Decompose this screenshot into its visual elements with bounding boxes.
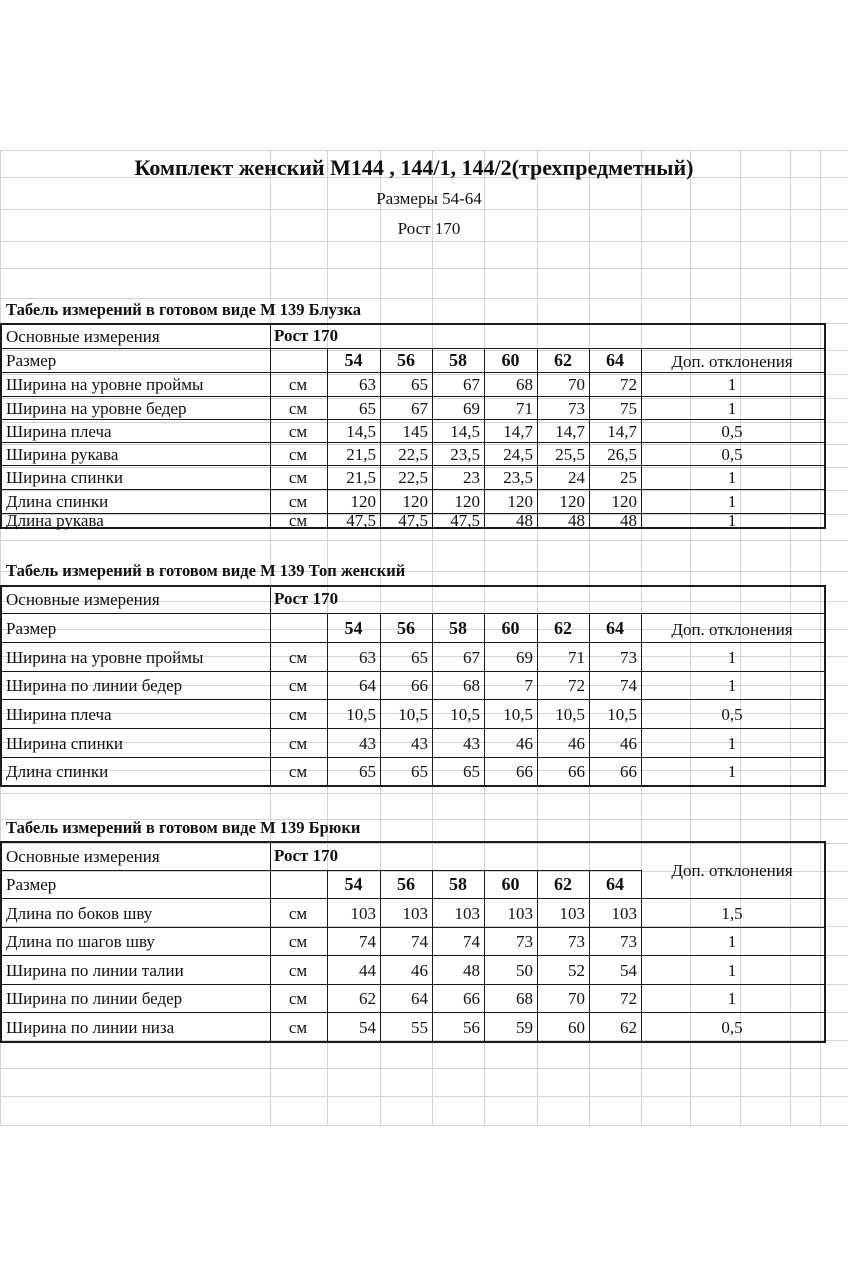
- table-col-line: [270, 841, 271, 1041]
- table-row-line: [0, 642, 824, 643]
- row-value: 24,5: [503, 444, 533, 464]
- row-label: Ширина по линии низа: [6, 1017, 175, 1037]
- row-deviation: 1: [727, 733, 737, 753]
- row-value: 60: [568, 1017, 585, 1037]
- table-col-line: [380, 348, 381, 527]
- row-value: 62: [359, 989, 376, 1008]
- table-col-line: [641, 348, 642, 527]
- table-col-line: [484, 348, 485, 527]
- row-value: 68: [516, 989, 533, 1008]
- row-value: 23,5: [450, 444, 480, 464]
- table-row-line: [0, 1012, 824, 1013]
- row-value: 68: [516, 375, 533, 394]
- row-value: 120: [559, 492, 585, 511]
- table-row-line: [270, 348, 824, 349]
- grid-line-v: [820, 150, 821, 1125]
- row-value: 43: [463, 733, 480, 753]
- row-value: 103: [559, 903, 585, 923]
- size-58: 58: [449, 874, 467, 894]
- row-deviation: 1: [727, 989, 737, 1008]
- table-border-left: [0, 323, 2, 529]
- row-label: Ширина плеча: [6, 704, 112, 724]
- row-value: 66: [463, 989, 480, 1008]
- row-value: 64: [411, 989, 428, 1008]
- row-value: 70: [568, 989, 585, 1008]
- row-value: 64: [359, 676, 376, 695]
- table-border-top: [0, 585, 824, 587]
- table-row-line: [0, 728, 824, 729]
- row-value: 25,5: [555, 444, 585, 464]
- size-64: 64: [606, 617, 624, 638]
- row-label: Ширина спинки: [6, 733, 123, 753]
- row-value: 120: [402, 492, 428, 511]
- row-value: 73: [568, 932, 585, 951]
- row-value: 103: [402, 903, 428, 923]
- row-value: 103: [507, 903, 533, 923]
- row-value: 65: [411, 762, 428, 781]
- row-unit: см: [288, 762, 308, 781]
- row-value: 69: [516, 647, 533, 667]
- row-label: Ширина спинки: [6, 468, 123, 487]
- header-height: Рост 170: [274, 845, 339, 865]
- table-row-line: [0, 465, 824, 466]
- row-value: 47,5: [346, 511, 376, 530]
- row-value: 24: [568, 468, 585, 487]
- header-main-measurements: Основные измерения: [6, 846, 160, 866]
- row-label: Ширина по линии бедер: [6, 676, 183, 695]
- size-60: 60: [501, 350, 520, 370]
- row-value: 120: [350, 492, 376, 511]
- row-value: 21,5: [346, 468, 376, 487]
- table-border-top: [0, 323, 824, 325]
- document-title: Комплект женский М144 , 144/1, 144/2(трехпредметный): [134, 155, 694, 180]
- row-unit: см: [288, 468, 308, 487]
- row-value: 54: [359, 1017, 376, 1037]
- row-deviation: 1: [727, 492, 737, 511]
- grid-line-h: [0, 150, 848, 151]
- row-value: 63: [359, 647, 376, 667]
- row-value: 62: [620, 1017, 637, 1037]
- table-row-line: [0, 927, 824, 928]
- row-value: 14,5: [450, 421, 480, 441]
- row-value: 74: [359, 932, 376, 951]
- table-row-line: [270, 870, 641, 871]
- grid-line-h: [0, 209, 848, 210]
- header-size: Размер: [6, 351, 57, 370]
- row-value: 10,5: [555, 704, 585, 724]
- row-value: 66: [411, 676, 428, 695]
- row-unit: см: [288, 932, 308, 951]
- sizes-range: Размеры 54-64: [376, 189, 482, 208]
- row-deviation: 0,5: [721, 421, 743, 441]
- row-label: Ширина по линии бедер: [6, 989, 183, 1008]
- grid-line-h: [0, 1096, 848, 1097]
- row-value: 67: [411, 398, 428, 418]
- row-value: 7: [524, 676, 533, 695]
- row-value: 46: [516, 733, 533, 753]
- row-value: 120: [611, 492, 637, 511]
- row-unit: см: [288, 960, 308, 980]
- row-value: 75: [620, 398, 637, 418]
- row-value: 23: [463, 468, 480, 487]
- table-row-line: [0, 984, 824, 985]
- row-value: 71: [516, 398, 533, 418]
- row-value: 120: [454, 492, 480, 511]
- row-value: 25: [620, 468, 637, 487]
- header-size: Размер: [6, 618, 57, 638]
- row-unit: см: [288, 647, 308, 667]
- row-value: 65: [411, 375, 428, 394]
- header-deviation: Доп. отклонения: [671, 860, 793, 880]
- table-title: Табель измерений в готовом виде М 139 Брюки: [6, 818, 361, 837]
- row-label: Длина спинки: [6, 762, 109, 781]
- table-row-line: [0, 671, 824, 672]
- row-value: 73: [620, 647, 637, 667]
- row-label: Длина рукава: [6, 511, 104, 530]
- row-value: 48: [568, 511, 585, 530]
- table-border-right: [824, 585, 826, 787]
- row-value: 56: [463, 1017, 480, 1037]
- row-value: 46: [620, 733, 637, 753]
- row-value: 103: [350, 903, 376, 923]
- row-value: 72: [568, 676, 585, 695]
- row-value: 74: [620, 676, 637, 695]
- row-value: 44: [359, 960, 376, 980]
- row-value: 55: [411, 1017, 428, 1037]
- row-value: 70: [568, 375, 585, 394]
- row-value: 65: [463, 762, 480, 781]
- row-unit: см: [288, 903, 308, 923]
- header-deviation: Доп. отклонения: [671, 352, 793, 371]
- row-label: Ширина на уровне проймы: [6, 647, 204, 667]
- row-deviation: 1: [727, 468, 737, 487]
- row-value: 10,5: [503, 704, 533, 724]
- size-64: 64: [606, 874, 624, 894]
- row-value: 73: [516, 932, 533, 951]
- row-value: 22,5: [398, 468, 428, 487]
- row-value: 14,5: [346, 421, 376, 441]
- row-label: Длина спинки: [6, 492, 109, 511]
- row-value: 50: [516, 960, 533, 980]
- row-unit: см: [288, 375, 308, 394]
- row-value: 67: [463, 647, 480, 667]
- row-value: 69: [463, 398, 480, 418]
- table-col-line: [270, 323, 271, 527]
- row-unit: см: [288, 492, 308, 511]
- spreadsheet-sheet: [0, 150, 848, 1125]
- table-row-line: [0, 955, 824, 956]
- row-unit: см: [288, 421, 308, 441]
- row-deviation: 1: [727, 762, 737, 781]
- row-deviation: 1: [727, 398, 737, 418]
- size-56: 56: [397, 350, 415, 370]
- row-value: 72: [620, 989, 637, 1008]
- row-deviation: 1,5: [721, 903, 743, 923]
- row-label: Длина по боков шву: [6, 903, 153, 923]
- size-58: 58: [449, 617, 467, 638]
- header-deviation: Доп. отклонения: [671, 619, 793, 639]
- row-unit: см: [288, 704, 308, 724]
- row-deviation: 1: [727, 676, 737, 695]
- row-value: 47,5: [398, 511, 428, 530]
- row-unit: см: [288, 398, 308, 418]
- row-value: 48: [516, 511, 533, 530]
- row-value: 14,7: [607, 421, 637, 441]
- row-value: 66: [516, 762, 533, 781]
- table-border-right: [824, 323, 826, 529]
- table-row-line: [0, 442, 824, 443]
- row-label: Ширина по линии талии: [6, 960, 184, 980]
- row-value: 103: [611, 903, 637, 923]
- header-size: Размер: [6, 875, 57, 894]
- row-value: 66: [568, 762, 585, 781]
- size-62: 62: [554, 350, 572, 370]
- header-height: Рост 170: [274, 325, 339, 345]
- size-56: 56: [397, 617, 415, 638]
- row-value: 65: [359, 762, 376, 781]
- row-value: 46: [568, 733, 585, 753]
- table-row-line: [0, 613, 270, 614]
- table-col-line: [327, 348, 328, 527]
- row-value: 43: [359, 733, 376, 753]
- row-label: Ширина плеча: [6, 421, 112, 441]
- size-58: 58: [449, 350, 467, 370]
- table-row-line: [0, 785, 824, 786]
- row-value: 14,7: [555, 421, 585, 441]
- table-row-line: [0, 489, 824, 490]
- grid-line-h: [0, 1068, 848, 1069]
- row-deviation: 1: [727, 647, 737, 667]
- table-col-line: [589, 348, 590, 527]
- row-unit: см: [288, 989, 308, 1008]
- table-border-right: [824, 841, 826, 1043]
- size-62: 62: [554, 874, 572, 894]
- row-value: 23,5: [503, 468, 533, 487]
- row-value: 22,5: [398, 444, 428, 464]
- row-value: 10,5: [450, 704, 480, 724]
- header-main-measurements: Основные измерения: [6, 590, 160, 609]
- row-value: 68: [463, 676, 480, 695]
- table-col-line: [270, 585, 271, 785]
- size-54: 54: [344, 617, 363, 638]
- row-value: 66: [620, 762, 637, 781]
- row-value: 67: [463, 375, 480, 394]
- row-value: 74: [411, 932, 428, 951]
- row-value: 54: [620, 960, 637, 980]
- row-deviation: 1: [727, 511, 737, 530]
- header-main-measurements: Основные измерения: [6, 326, 160, 346]
- table-row-line: [0, 870, 270, 871]
- row-label: Ширина на уровне бедер: [6, 398, 187, 418]
- row-value: 46: [411, 960, 428, 980]
- row-value: 71: [568, 647, 585, 667]
- size-54: 54: [344, 874, 363, 894]
- row-value: 145: [402, 421, 428, 441]
- row-unit: см: [288, 733, 308, 753]
- row-value: 72: [620, 375, 637, 394]
- row-value: 10,5: [398, 704, 428, 724]
- row-value: 47,5: [450, 511, 480, 530]
- grid-line-h: [0, 490, 848, 491]
- row-deviation: 1: [727, 960, 737, 980]
- grid-line-h: [0, 241, 848, 242]
- row-unit: см: [288, 511, 308, 530]
- row-deviation: 0,5: [721, 704, 743, 724]
- row-value: 52: [568, 960, 585, 980]
- grid-line-h: [0, 843, 848, 844]
- row-value: 48: [620, 511, 637, 530]
- grid-line-h: [0, 793, 848, 794]
- table-title: Табель измерений в готовом виде М 139 Топ женский: [6, 561, 406, 580]
- table-row-line: [0, 699, 824, 700]
- table-row-line: [0, 898, 824, 899]
- row-deviation: 0,5: [721, 1017, 743, 1037]
- table-col-line: [432, 348, 433, 527]
- row-value: 10,5: [346, 704, 376, 724]
- header-height: Рост 170: [274, 589, 339, 608]
- row-value: 26,5: [607, 444, 637, 464]
- table-row-line: [0, 396, 824, 397]
- size-60: 60: [501, 617, 520, 638]
- row-value: 74: [463, 932, 480, 951]
- size-64: 64: [606, 350, 624, 370]
- table-col-line: [537, 348, 538, 527]
- row-value: 73: [568, 398, 585, 418]
- row-value: 103: [454, 903, 480, 923]
- row-deviation: 1: [727, 375, 737, 394]
- grid-line-h: [0, 350, 848, 351]
- table-row-line: [0, 757, 824, 758]
- row-value: 14,7: [503, 421, 533, 441]
- row-value: 65: [359, 398, 376, 418]
- size-60: 60: [501, 874, 520, 894]
- row-value: 59: [516, 1017, 533, 1037]
- grid-line-h: [0, 268, 848, 269]
- row-value: 65: [411, 647, 428, 667]
- grid-line-h: [0, 298, 848, 299]
- row-value: 120: [507, 492, 533, 511]
- row-value: 73: [620, 932, 637, 951]
- row-deviation: 0,5: [721, 444, 743, 464]
- grid-line-h: [0, 540, 848, 541]
- row-label: Ширина на уровне проймы: [6, 375, 204, 394]
- height-label: Рост 170: [397, 219, 461, 238]
- grid-line-h: [0, 1125, 848, 1126]
- row-label: Ширина рукава: [6, 444, 119, 464]
- table-border-top: [0, 841, 824, 843]
- row-deviation: 1: [727, 932, 737, 951]
- table-row-line: [0, 348, 270, 349]
- row-unit: см: [288, 676, 308, 695]
- size-54: 54: [344, 350, 363, 370]
- table-row-line: [0, 1041, 824, 1042]
- row-value: 63: [359, 375, 376, 394]
- size-56: 56: [397, 874, 415, 894]
- row-unit: см: [288, 444, 308, 464]
- row-value: 43: [411, 733, 428, 753]
- row-unit: см: [288, 1017, 308, 1037]
- row-label: Длина по шагов шву: [6, 932, 155, 951]
- table-row-line: [0, 372, 824, 373]
- row-value: 48: [463, 960, 480, 980]
- table-row-line: [0, 419, 824, 420]
- size-62: 62: [554, 617, 572, 638]
- table-title: Табель измерений в готовом виде М 139 Блузка: [6, 300, 362, 319]
- row-value: 21,5: [346, 444, 376, 464]
- row-value: 10,5: [607, 704, 637, 724]
- table-row-line: [270, 613, 824, 614]
